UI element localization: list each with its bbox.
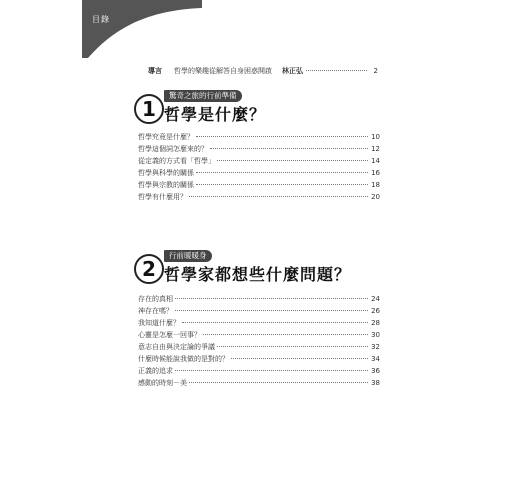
toc-entry-page: 14 bbox=[371, 157, 380, 165]
toc-entry-page: 34 bbox=[371, 355, 380, 363]
intro-entry[interactable] bbox=[148, 66, 378, 78]
corner-tab-shape bbox=[82, 0, 202, 60]
toc-entry-page: 38 bbox=[371, 379, 380, 387]
dot-leader bbox=[182, 322, 368, 323]
toc-entry-title: 哲學與科學的關係 bbox=[138, 169, 194, 177]
toc-entry[interactable] bbox=[138, 180, 380, 192]
dot-leader bbox=[175, 310, 368, 311]
toc-entry-title: 意志自由與決定論的爭議 bbox=[138, 343, 215, 351]
toc-entry-page: 16 bbox=[371, 169, 380, 177]
intro-author: 林正弘 bbox=[282, 66, 303, 75]
toc-entry-page: 26 bbox=[371, 307, 380, 315]
toc-entry-title: 哲學與宗教的關係 bbox=[138, 181, 194, 189]
section-1 bbox=[134, 88, 384, 204]
section-2 bbox=[134, 248, 384, 390]
toc-entry-page: 28 bbox=[371, 319, 380, 327]
toc-entry-title: 從定義的方式看「哲學」 bbox=[138, 157, 215, 165]
section-header bbox=[134, 88, 384, 132]
dot-leader bbox=[196, 136, 368, 137]
toc-entry[interactable] bbox=[138, 342, 380, 354]
toc-entry-title: 神存在嗎？ bbox=[138, 307, 173, 315]
toc-entry-page: 36 bbox=[371, 367, 380, 375]
toc-entry[interactable] bbox=[138, 132, 380, 144]
dot-leader bbox=[189, 382, 368, 383]
dot-leader bbox=[203, 334, 368, 335]
toc-entry-title: 心靈是怎麼一回事？ bbox=[138, 331, 201, 339]
toc-list bbox=[138, 132, 380, 204]
toc-entry-title: 我知道什麼？ bbox=[138, 319, 180, 327]
section-title: 哲學是什麼？ bbox=[164, 105, 267, 124]
dot-leader bbox=[217, 160, 368, 161]
intro-page-number: 2 bbox=[373, 67, 378, 75]
corner-tab-label: 目錄 bbox=[92, 15, 110, 24]
toc-entry[interactable] bbox=[138, 354, 380, 366]
toc-entry[interactable] bbox=[138, 330, 380, 342]
toc-entry-page: 10 bbox=[371, 133, 380, 141]
toc-entry[interactable] bbox=[138, 192, 380, 204]
dot-leader bbox=[196, 172, 368, 173]
toc-entry[interactable] bbox=[138, 168, 380, 180]
intro-title: 哲學的樂趣從解答自身困惑開啟 bbox=[174, 67, 272, 75]
toc-entry[interactable] bbox=[138, 294, 380, 306]
toc-entry-page: 32 bbox=[371, 343, 380, 351]
intro-lead: 導言 bbox=[148, 67, 162, 75]
toc-entry-title: 什麼時候能說我做的是對的？ bbox=[138, 355, 229, 363]
toc-entry-page: 24 bbox=[371, 295, 380, 303]
dot-leader bbox=[306, 70, 367, 71]
dot-leader bbox=[210, 148, 368, 149]
dot-leader bbox=[175, 370, 368, 371]
dot-leader bbox=[231, 358, 368, 359]
toc-entry[interactable] bbox=[138, 366, 380, 378]
dot-leader bbox=[217, 346, 368, 347]
toc-entry-title: 存在的真相 bbox=[138, 295, 173, 303]
section-title: 哲學家都想些什麼問題？ bbox=[164, 265, 352, 284]
toc-entry-title: 感動的時刻－美 bbox=[138, 379, 187, 387]
dot-leader bbox=[196, 184, 368, 185]
section-tag: 行前暖暖身 bbox=[164, 250, 212, 262]
toc-entry-page: 30 bbox=[371, 331, 380, 339]
section-number-badge: 2 bbox=[134, 254, 164, 284]
dot-leader bbox=[189, 196, 368, 197]
toc-entry[interactable] bbox=[138, 318, 380, 330]
toc-entry-title: 哲學有什麼用？ bbox=[138, 193, 187, 201]
toc-entry[interactable] bbox=[138, 306, 380, 318]
toc-entry[interactable] bbox=[138, 144, 380, 156]
toc-list bbox=[138, 294, 380, 390]
toc-entry[interactable] bbox=[138, 378, 380, 390]
section-header bbox=[134, 248, 384, 294]
toc-entry-title: 哲學究竟是什麼？ bbox=[138, 133, 194, 141]
toc-entry-page: 12 bbox=[371, 145, 380, 153]
dot-leader bbox=[175, 298, 368, 299]
toc-entry-page: 18 bbox=[371, 181, 380, 189]
section-number-badge: 1 bbox=[134, 94, 164, 124]
toc-entry-title: 哲學這個詞怎麼來的？ bbox=[138, 145, 208, 153]
toc-entry-page: 20 bbox=[371, 193, 380, 201]
corner-tab bbox=[82, 0, 202, 60]
toc-entry-title: 正義的追求 bbox=[138, 367, 173, 375]
section-tag: 驚奇之旅的行前準備 bbox=[164, 90, 242, 102]
toc-entry[interactable] bbox=[138, 156, 380, 168]
